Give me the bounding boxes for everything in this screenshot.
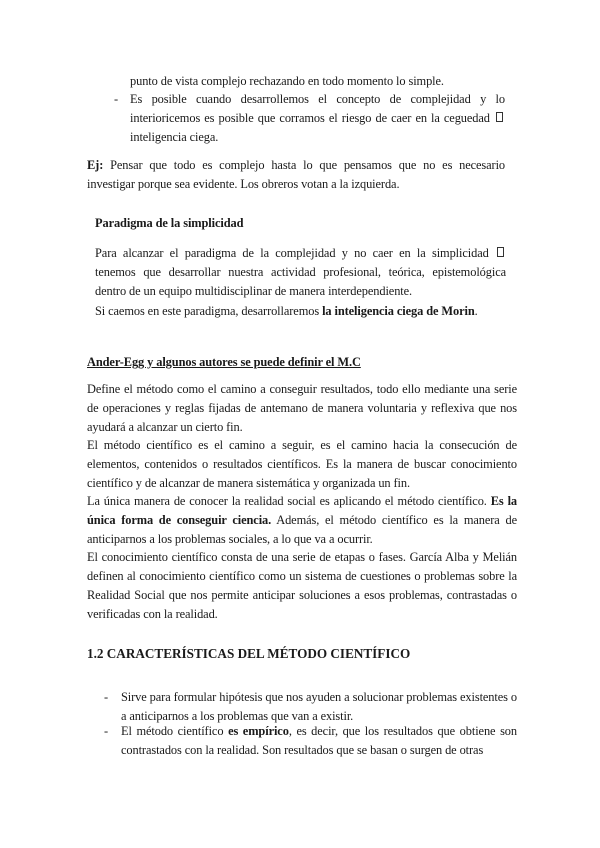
simplicity-text-a: Para alcanzar el paradigma de la complejidad y no caer en la simplicidad [95, 246, 489, 260]
missing-glyph-icon [497, 247, 504, 257]
anderegg-paragraph-2: El método científico es el camino a seguir, es el camino hacia la consecución de elementos, contenidos o resultados científicos. Es la manera de buscar conocimiento científico y de alcanzar de manera sistemática y organizada un fin. [87, 438, 517, 490]
anderegg-paragraph-4: El conocimiento científico consta de una serie de etapas o fases. García Alba y Melián definen al conocimiento científico como un sistema de cuestiones o problemas sobre la Realidad Social que nos permite anticipar soluciones a esos problemas, contrastadas o verificadas con la realidad. [87, 550, 517, 621]
example-paragraph [87, 156, 505, 194]
characteristics-item-2-end: , es decir, que los resultados que obtiene son contrastados con la realidad. Son resultados que se basan o surgen de otras [121, 724, 517, 757]
simplicity-paragraph-2 [95, 302, 506, 321]
anderegg-paragraph-1: Define el método como el camino a conseguir resultados, todo ello mediante una serie de operaciones y reglas fijadas de antemano de manera voluntaria y reflexiva que nos ayudará a alcanzar un cierto fin. [87, 382, 517, 434]
list-bullet: - [114, 92, 119, 106]
missing-glyph-icon [496, 112, 503, 122]
list-bullet: - [104, 690, 109, 704]
simplicity-p2-text: Si caemos en este paradigma, desarrollaremos [95, 304, 320, 318]
anderegg-heading: Ander-Egg y algunos autores se puede definir el M.C [87, 355, 361, 369]
characteristics-item-2 [121, 722, 517, 760]
list-item-text: Es posible cuando desarrollemos el concepto de complejidad y lo interioricemos es posible que corramos el riesgo de caer en la ceguedad [130, 92, 505, 125]
list-item-ceguedad [130, 90, 505, 147]
anderegg-p3-bold: Es la única forma de conseguir ciencia. [87, 494, 518, 527]
list-item-tail: inteligencia ciega. [130, 130, 219, 144]
simplicity-text-b: tenemos que desarrollar nuestra actividad profesional, teórica, epistemológica dentro de un equipo multidisciplinar de manera interdependiente. [95, 265, 506, 298]
anderegg-paragraph-3 [87, 492, 517, 549]
simplicity-p2-bold: la inteligencia ciega de Morin [322, 304, 475, 318]
example-text: Pensar que todo es complejo hasta lo que pensamos que no es necesario investigar porque sea evidente. Los obreros votan a la izquierda. [87, 158, 506, 191]
simplicity-heading: Paradigma de la simplicidad [95, 216, 244, 230]
anderegg-p3-text: La única manera de conocer la realidad social es aplicando el método científico. [87, 494, 487, 508]
example-label: Ej: [87, 158, 104, 172]
simplicity-paragraph-1 [95, 244, 506, 301]
list-bullet: - [104, 724, 109, 738]
section-heading: 1.2 CARACTERÍSTICAS DEL MÉTODO CIENTÍFICO [87, 646, 411, 661]
anderegg-p3-end: Además, el método científico es la manera de anticiparnos a los problemas sociales, a lo que va a ocurrir. [87, 513, 517, 546]
simplicity-p2-end: . [474, 304, 478, 318]
characteristics-item-2-bold: es empírico [228, 724, 289, 738]
list-item-continuation: punto de vista complejo rechazando en todo momento lo simple. [130, 74, 444, 88]
characteristics-item-1: Sirve para formular hipótesis que nos ayuden a solucionar problemas existentes o a anticiparnos a los problemas que van a existir. [121, 690, 517, 723]
characteristics-item-2-text: El método científico [121, 724, 224, 738]
